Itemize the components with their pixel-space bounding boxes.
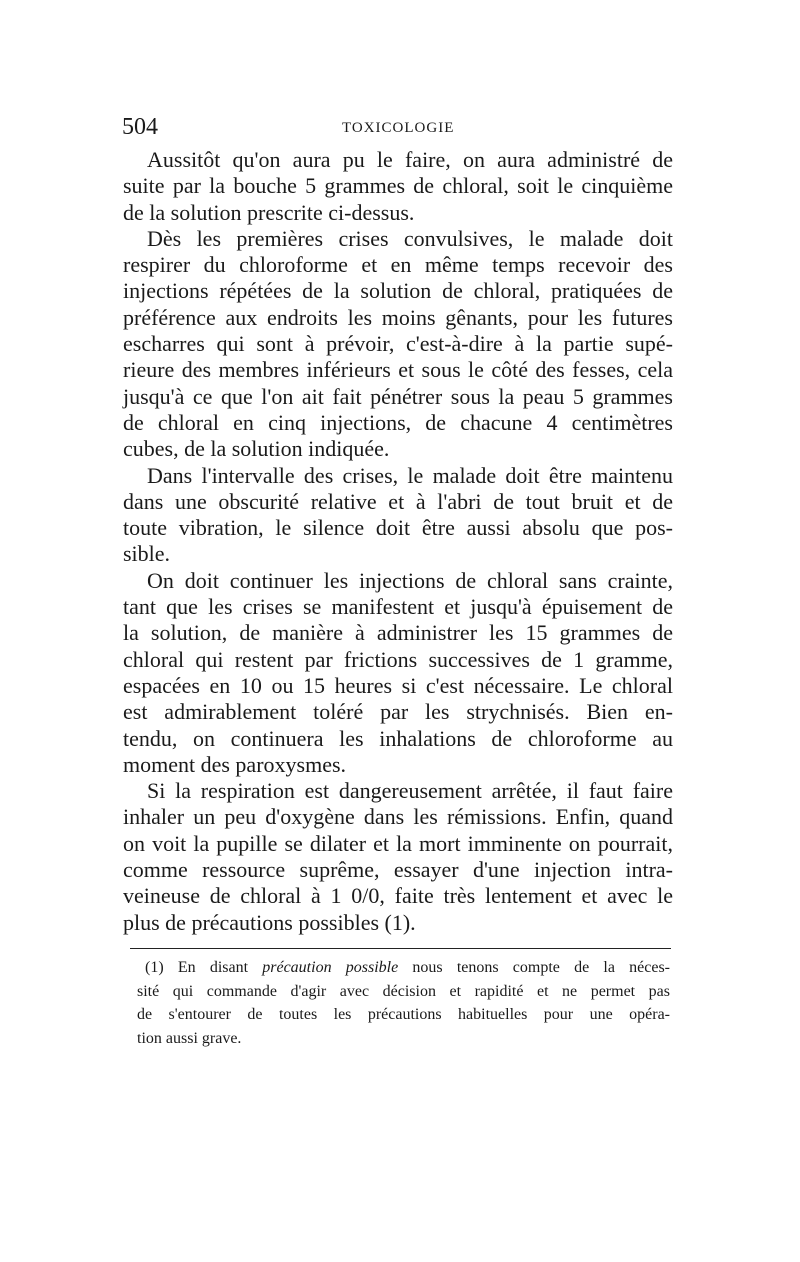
text-line: chloral qui restent par frictions successives de 1 gramme, [123, 646, 673, 672]
footnote-line [137, 956, 670, 980]
text-line: sible. [123, 541, 171, 567]
text-line: injections répétées de la solution de chloral, pratiquées de [123, 278, 673, 304]
body-text [123, 147, 673, 936]
text-line: tant que les crises se manifestent et jusqu'à épuisement de [123, 594, 673, 620]
footnote-italic-term: précaution possible [262, 959, 399, 976]
text-line: On doit continuer les injections de chloral sans crainte, [147, 567, 673, 593]
text-line: de la solution prescrite ci-dessus. [123, 199, 415, 225]
text-line: Dès les premières crises convulsives, le malade doit [147, 225, 673, 251]
footnote-text: nous tenons compte de la néces- [398, 959, 671, 976]
text-line: on voit la pupille se dilater et la mort imminente on pourrait, [123, 830, 673, 856]
text-line: rieure des membres inférieurs et sous le côté des fesses, cela [123, 357, 673, 383]
text-line: de chloral en cinq injections, de chacune 4 centimètres [123, 409, 673, 435]
footnote-line: tion aussi grave. [137, 1029, 242, 1047]
text-line: Dans l'intervalle des crises, le malade doit être maintenu [147, 462, 673, 488]
footnote [137, 956, 670, 1050]
text-line: plus de précautions possibles (1). [123, 909, 416, 935]
running-head [122, 112, 678, 142]
text-line: comme ressource suprême, essayer d'une injection intra- [123, 857, 673, 883]
text-line: la solution, de manière à administrer les 15 grammes de [123, 620, 673, 646]
text-line: cubes, de la solution indiquée. [123, 436, 390, 462]
text-line: dans une obscurité relative et à l'abri de tout bruit et de [123, 488, 673, 514]
footnote-text: (1) En disant [145, 959, 263, 976]
text-line: respirer du chloroforme et en même temps recevoir des [123, 252, 673, 278]
text-line: est admirablement toléré par les strychnisés. Bien en- [123, 699, 673, 725]
text-line: préférence aux endroits les moins gênants, pour les futures [123, 304, 673, 330]
text-line: toute vibration, le silence doit être aussi absolu que pos- [123, 515, 673, 541]
footnote-line: sité qui commande d'agir avec décision et rapidité et ne permet pas [137, 982, 670, 1000]
text-line: suite par la bouche 5 grammes de chloral, soit le cinquième [123, 173, 673, 199]
text-line: moment des paroxysmes. [123, 751, 347, 777]
text-line: tendu, on continuera les inhalations de chloroforme au [123, 725, 673, 751]
text-line: Si la respiration est dangereusement arrêtée, il faut faire [147, 778, 673, 804]
text-line: veineuse de chloral à 1 0/0, faite très lentement et avec le [123, 883, 673, 909]
text-line: Aussitôt qu'on aura pu le faire, on aura administré de [147, 147, 673, 172]
footnote-separator [130, 948, 671, 949]
text-line: jusqu'à ce que l'on ait fait pénétrer sous la peau 5 grammes [123, 383, 673, 409]
text-line: espacées en 10 ou 15 heures si c'est nécessaire. Le chloral [123, 672, 673, 698]
text-line: escharres qui sont à prévoir, c'est-à-dire à la partie supé- [123, 331, 673, 357]
running-title: TOXICOLOGIE [342, 120, 455, 136]
text-line: inhaler un peu d'oxygène dans les rémissions. Enfin, quand [123, 804, 673, 830]
page-number: 504 [122, 114, 158, 140]
footnote-line: de s'entourer de toutes les précautions habituelles pour une opéra- [137, 1006, 670, 1023]
